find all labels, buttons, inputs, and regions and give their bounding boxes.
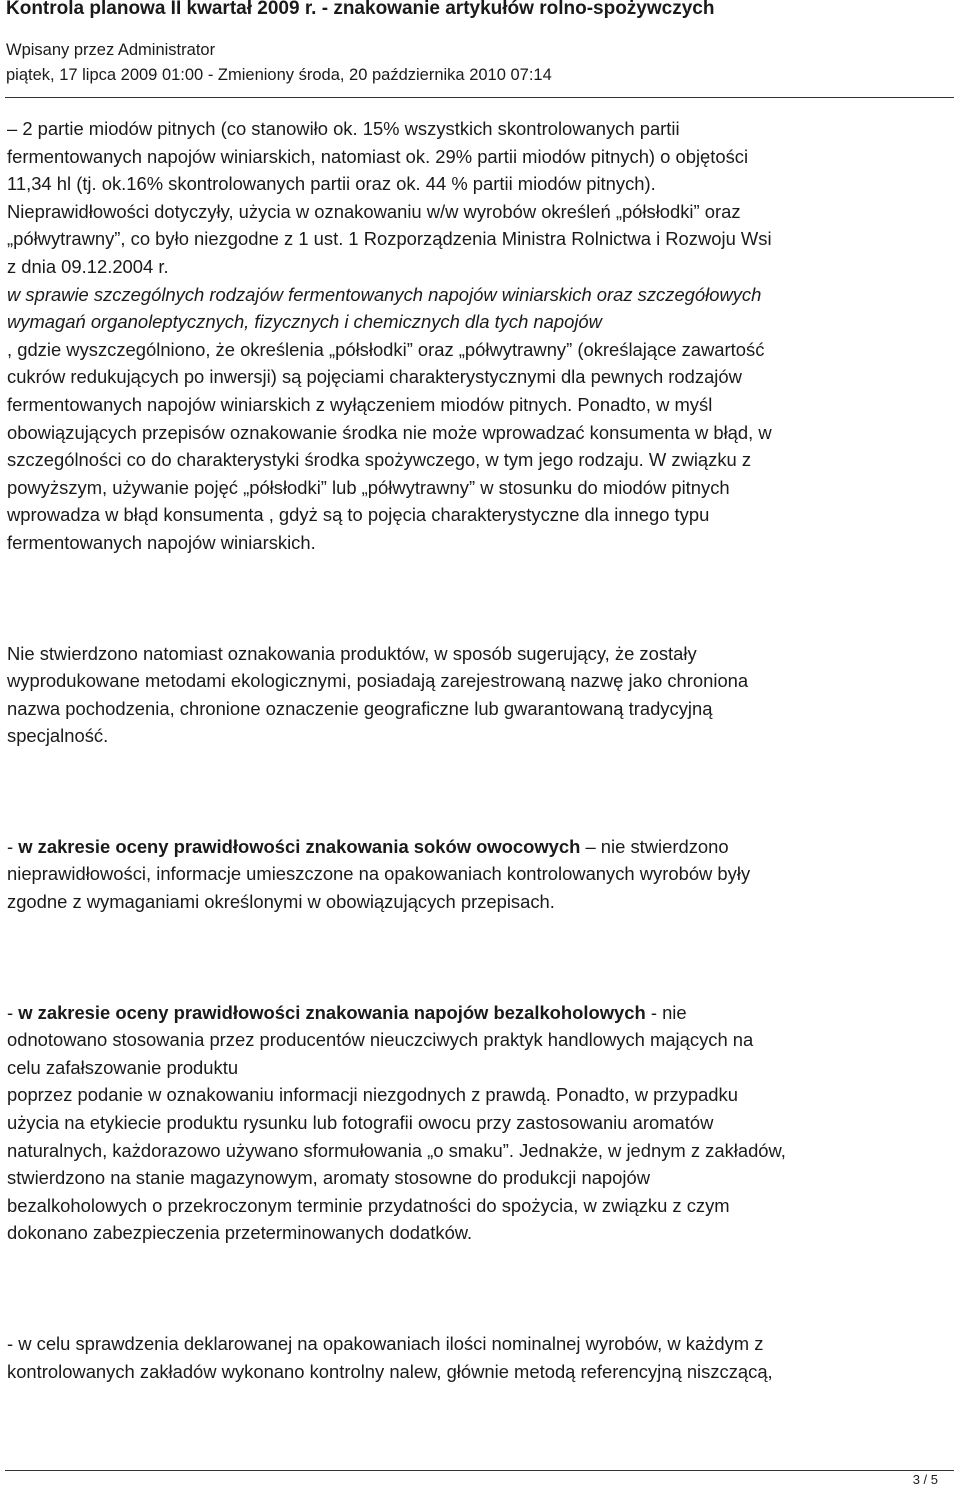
text-line: „półwytrawny”, co było niezgodne z 1 ust. 1 Rozporządzenia Ministra Rolnictwa i Rozwoju Wsi: [7, 228, 772, 250]
regulation-title: w sprawie szczególnych rodzajów fermentowanych napojów winiarskich oraz szczegółowych: [7, 283, 762, 305]
text-line: - w celu sprawdzenia deklarowanej na opakowaniach ilości nominalnej wyrobów, w każdym z: [7, 1333, 764, 1354]
paragraph-ekologiczne: [7, 640, 955, 750]
text-line: 11,34 hl (tj. ok.16% skontrolowanych partii oraz ok. 44 % partii miodów pitnych).: [7, 173, 656, 195]
text-line: użycia na etykiecie produktu rysunku lub fotografii owocu przy zastosowaniu aromatów: [7, 1112, 714, 1134]
text-line: z dnia 09.12.2004 r.: [7, 255, 169, 277]
text-line: nazwa pochodzenia, chronione oznaczenie geograficzne lub gwarantowaną tradycyjną: [7, 697, 713, 719]
text-line: wyprodukowane metodami ekologicznymi, posiadają zarejestrowaną nazwę jako chroniona: [7, 670, 749, 692]
header-divider: [5, 97, 954, 98]
text-line: obowiązujących przepisów oznakowanie środka nie może wprowadzać konsumenta w błąd, w: [7, 421, 772, 443]
text-line: , gdzie wyszczególniono, że określenia „półsłodki” oraz „półwytrawny” (określające zawartość: [7, 338, 765, 360]
section-heading: w zakresie oceny prawidłowości znakowania soków owocowych: [18, 835, 581, 857]
text-line: naturalnych, każdorazowo używano sformułowania „o smaku”. Jednakże, w jednym z zakładów,: [7, 1139, 786, 1161]
text-line: Nie stwierdzono natomiast oznakowania produktów, w sposób sugerujący, że zostały: [7, 642, 697, 664]
text-line: dokonano zabezpieczenia przeterminowanych dodatków.: [7, 1222, 473, 1244]
text-line: – nie stwierdzono: [580, 835, 729, 857]
text-line: wprowadza w błąd konsumenta , gdyż są to pojęcia charakterystyczne dla innego typu: [7, 504, 710, 526]
text-line: fermentowanych napojów winiarskich.: [7, 531, 316, 553]
article-header: [6, 0, 954, 88]
text-line: kontrolowanych zakładów wykonano kontrolny nalew, głównie metodą referencyjną niszczącą,: [7, 1360, 773, 1382]
page-title: Kontrola planowa II kwartał 2009 r. - znakowanie artykułów rolno-spożywczych: [6, 0, 715, 19]
paragraph-napoje-bezalkoholowe: [7, 999, 955, 1247]
text-line: poprzez podanie w oznakowaniu informacji niezgodnych z prawdą. Ponadto, w przypadku: [7, 1084, 738, 1106]
page-number: 3 / 5: [912, 1472, 938, 1487]
list-dash: -: [7, 1001, 19, 1023]
paragraph-miody-pitne: [7, 115, 955, 557]
text-line: cukrów redukujących po inwersji) są pojęciami charakterystycznymi dla pewnych rodzajów: [7, 366, 742, 388]
paragraph-kontrolny-nalew: [7, 1330, 955, 1385]
text-line: nieprawidłowości, informacje umieszczone na opakowaniach kontrolowanych wyrobów były: [7, 863, 751, 885]
text-line: - nie: [645, 1001, 687, 1023]
text-line: fermentowanych napojów winiarskich, natomiast ok. 29% partii miodów pitnych) o objętości: [7, 145, 749, 167]
text-line: zgodne z wymaganiami określonymi w obowiązujących przepisach.: [7, 891, 555, 913]
text-line: fermentowanych napojów winiarskich z wyłączeniem miodów pitnych. Ponadto, w myśl: [7, 393, 713, 415]
text-line: szczególności co do charakterystyki środka spożywczego, w tym jego rodzaju. W związku z: [7, 449, 752, 471]
text-line: – 2 partie miodów pitnych (co stanowiło ok. 15% wszystkich skontrolowanych partii: [7, 118, 680, 139]
paragraph-soki-owocowe: [7, 833, 955, 916]
text-line: odnotowano stosowania przez producentów nieuczciwych praktyk handlowych mających na: [7, 1029, 754, 1051]
section-heading: w zakresie oceny prawidłowości znakowania napojów bezalkoholowych: [18, 1001, 646, 1023]
article-body: [7, 115, 955, 1385]
list-dash: -: [7, 835, 19, 857]
text-line: Nieprawidłowości dotyczyły, użycia w oznakowaniu w/w wyrobów określeń „półsłodki” oraz: [7, 200, 741, 222]
text-line: celu zafałszowanie produktu: [7, 1056, 239, 1078]
date-line: piątek, 17 lipca 2009 01:00 - Zmieniony środa, 20 października 2010 07:14: [6, 66, 552, 84]
text-line: stwierdzono na stanie magazynowym, aromaty stosowne do produkcji napojów: [7, 1167, 650, 1189]
author-line: Wpisany przez Administrator: [6, 41, 216, 59]
regulation-title: wymagań organoleptycznych, fizycznych i chemicznych dla tych napojów: [7, 311, 602, 333]
footer-divider: [5, 1470, 954, 1471]
text-line: bezalkoholowych o przekroczonym terminie przydatności do spożycia, w związku z czym: [7, 1194, 730, 1216]
text-line: powyższym, używanie pojęć „półsłodki” lub „półwytrawny” w stosunku do miodów pitnych: [7, 476, 730, 498]
text-line: specjalność.: [7, 725, 109, 747]
